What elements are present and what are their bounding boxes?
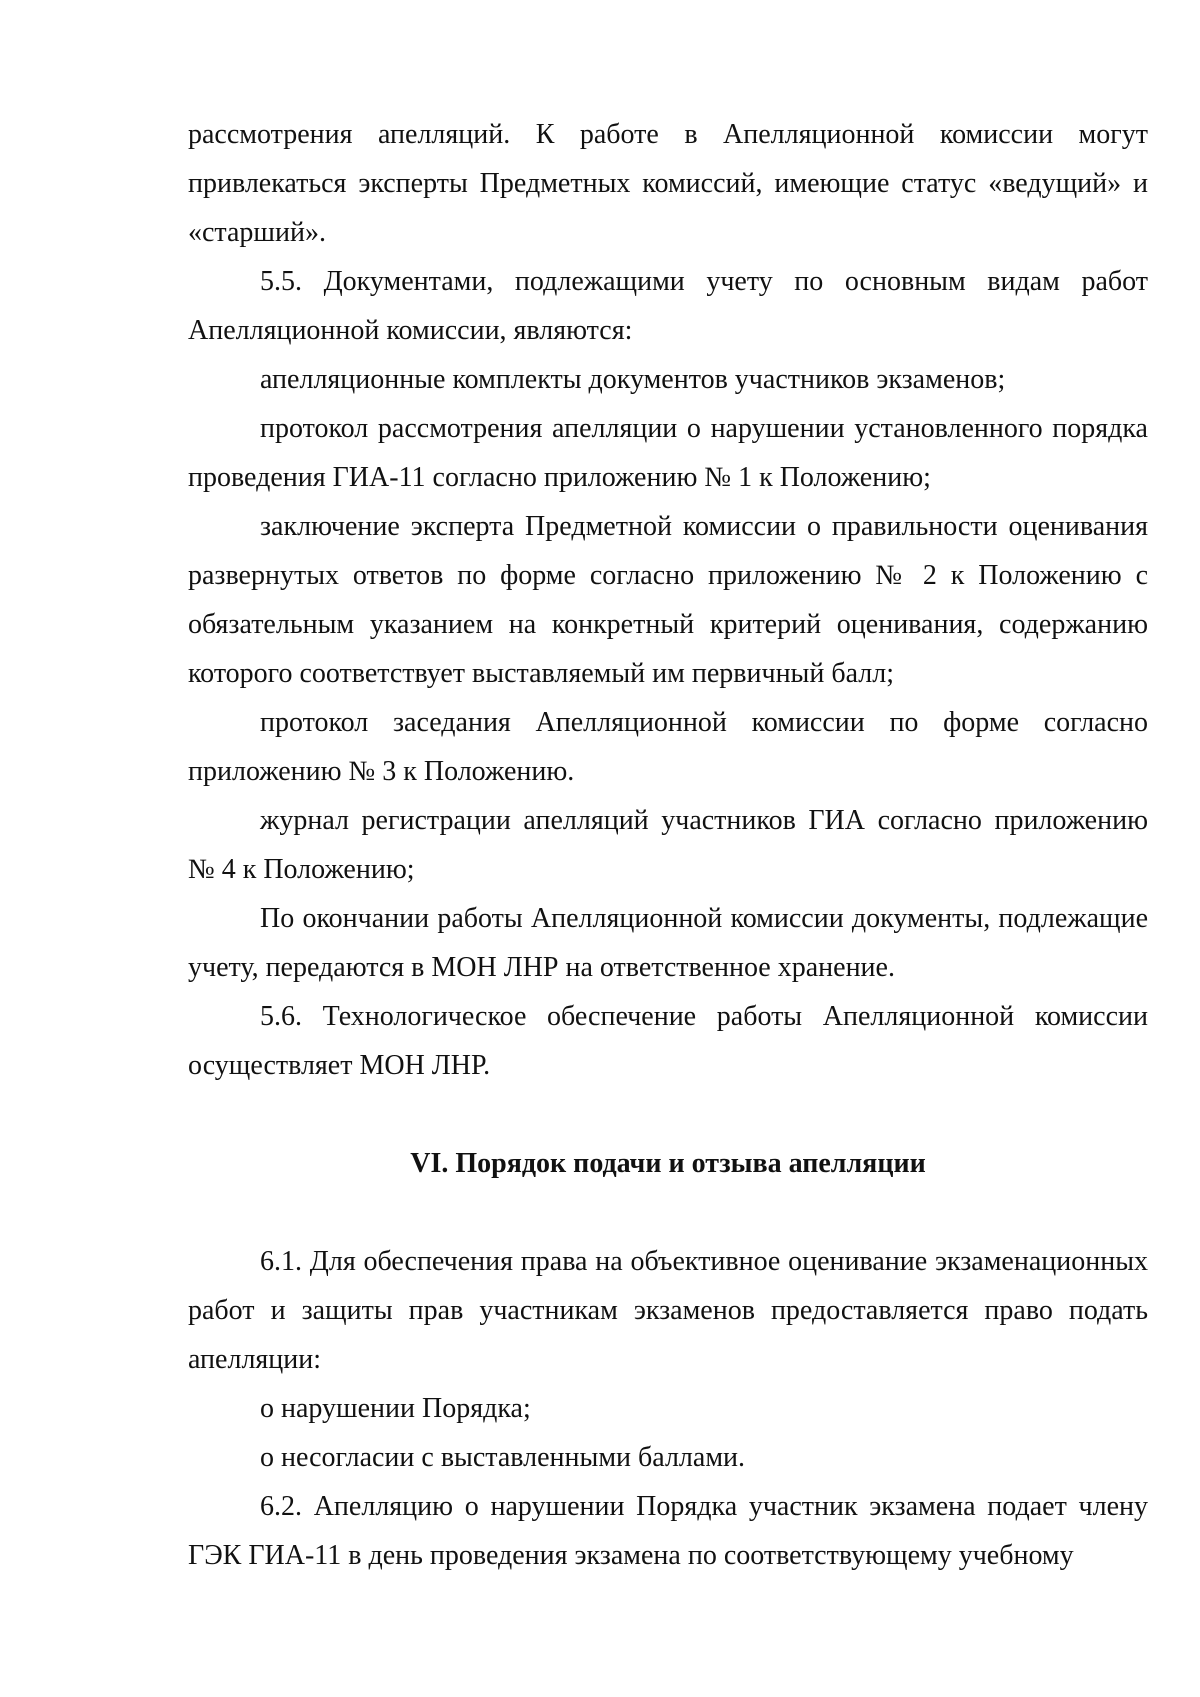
paragraph-document-sets: апелляционные комплекты документов участников экзаменов; — [260, 364, 1006, 395]
paragraph-disagreement-scores: о несогласии с выставленными баллами. — [260, 1442, 746, 1473]
paragraph-apellation-experts: рассмотрения апелляций. К работе в Апелляционной комиссии могут привлекаться эксперты Предметных комиссий, имеющие статус «ведущий» и «старший». — [188, 119, 1148, 248]
paragraph-meeting-protocol: протокол заседания Апелляционной комиссии по форме согласно приложению № 3 к Положению. — [188, 707, 1148, 787]
paragraph-violation-protocol: протокол рассмотрения апелляции о нарушении установленного порядка проведения ГИА-11 согласно приложению № 1 к Положению; — [188, 413, 1148, 493]
paragraph-6-2: 6.2. Апелляцию о нарушении Порядка участник экзамена подает члену ГЭК ГИА-11 в день проведения экзамена по соответствующему учебному — [188, 1491, 1148, 1571]
document-body — [188, 110, 1148, 1580]
paragraph-expert-conclusion: заключение эксперта Предметной комиссии о правильности оценивания развернутых ответов по форме согласно приложению № 2 к Положению с обязательным указанием на конкретный критерий оценивания, содержанию которого соответствует выставляемый им первичный балл; — [188, 511, 1148, 689]
paragraph-5-6: 5.6. Технологическое обеспечение работы Апелляционной комиссии осуществляет МОН ЛНР. — [188, 1001, 1148, 1081]
paragraph-5-5: 5.5. Документами, подлежащими учету по основным видам работ Апелляционной комиссии, являются: — [188, 266, 1148, 346]
section-heading: VI. Порядок подачи и отзыва апелляции — [410, 1148, 926, 1179]
paragraph-registration-log: журнал регистрации апелляций участников ГИА согласно приложению № 4 к Положению; — [188, 805, 1148, 885]
paragraph-document-storage: По окончании работы Апелляционной комиссии документы, подлежащие учету, передаются в МОН ЛНР на ответственное хранение. — [188, 903, 1148, 983]
paragraph-violation-order: о нарушении Порядка; — [260, 1393, 531, 1424]
paragraph-6-1: 6.1. Для обеспечения права на объективное оценивание экзаменационных работ и защиты прав участникам экзаменов предоставляется право подать апелляции: — [188, 1246, 1148, 1375]
